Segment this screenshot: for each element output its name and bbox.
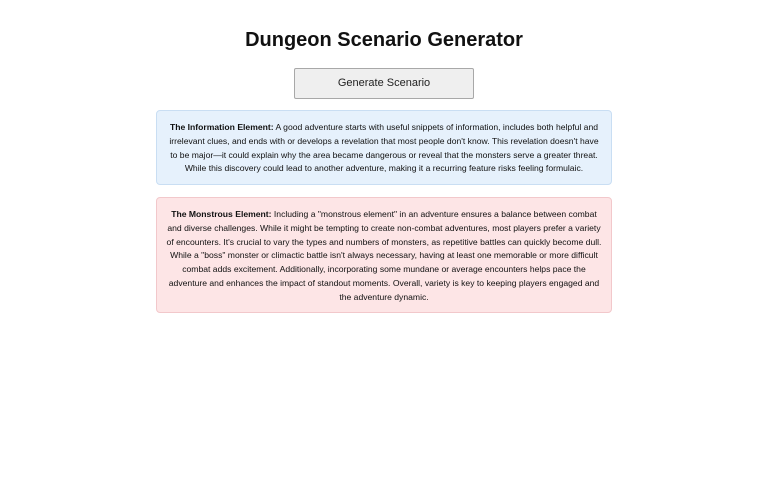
information-element-body: A good adventure starts with useful snippets of information, includes both helpful and irrelevant clues, and ends with or develops a revelation that most people don't know. This revelation doesn't have to be major—it could explain why the area became dangerous or reveal that the monsters serve a greater threat. While this discovery could lead to another adventure, making it a recurring feature risks feeling formulaic. (169, 122, 599, 174)
information-element-card (156, 110, 612, 185)
monstrous-element-body: Including a "monstrous element" in an adventure ensures a balance between combat and diverse challenges. While it might be tempting to create non-combat adventures, most players prefer a variety of encounters. It's crucial to vary the types and numbers of monsters, as repetitive battles can quickly become dull. While a "boss" monster or climactic battle isn't always necessary, having at least one memorable or more difficult combat adds excitement. Additionally, incorporating some mundane or average encounters helps pace the adventure and enhances the impact of standout moments. Overall, variety is key to keeping players engaged and the adventure dynamic. (166, 209, 602, 302)
information-element-heading: The Information Element: (170, 122, 274, 132)
generate-scenario-button[interactable]: Generate Scenario (294, 68, 474, 99)
monstrous-element-card (156, 197, 612, 313)
page-title: Dungeon Scenario Generator (245, 29, 523, 51)
monstrous-element-heading: The Monstrous Element: (171, 209, 272, 219)
